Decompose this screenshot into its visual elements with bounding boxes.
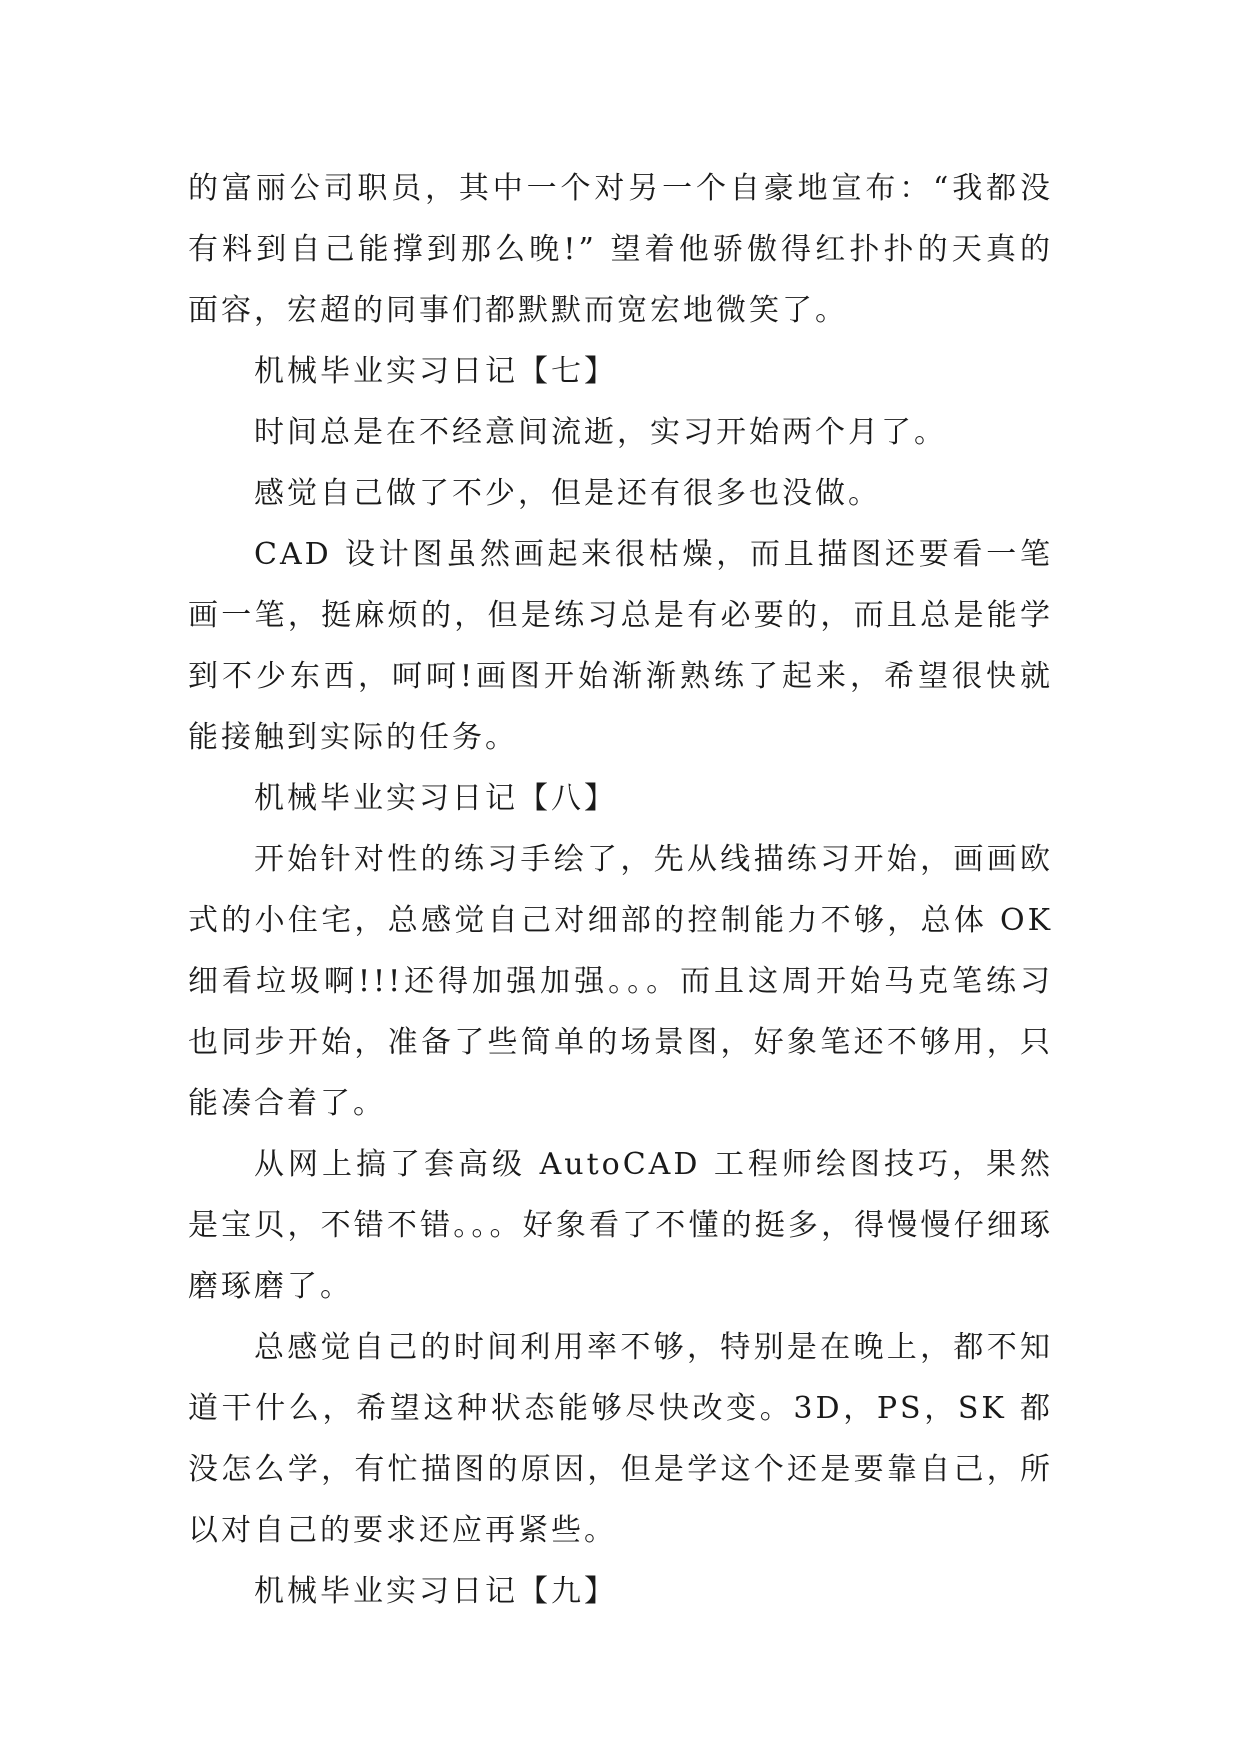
paragraph: 开始针对性的练习手绘了，先从线描练习开始，画画欧式的小住宅，总感觉自己对细部的控制能力不够，总体 OK 细看垃圾啊!!!还得加强加强。。。而且这周开始马克笔练习也同步开始，准备了些简单的场景图，好象笔还不够用，只能凑合着了。 bbox=[188, 842, 1053, 1121]
section-heading-7: 机械毕业实习日记【七】 bbox=[254, 354, 617, 389]
paragraph: 总感觉自己的时间利用率不够，特别是在晚上，都不知道干什么，希望这种状态能够尽快改变。3D，PS，SK 都没怎么学，有忙描图的原因，但是学这个还是要靠自己，所以对自己的要求还应再紧些。 bbox=[188, 1330, 1053, 1548]
paragraph: 从网上搞了套高级 AutoCAD 工程师绘图技巧，果然是宝贝，不错不错。。。好象看了不懂的挺多，得慢慢仔细琢磨琢磨了。 bbox=[188, 1147, 1053, 1304]
paragraph: 时间总是在不经意间流逝，实习开始两个月了。 bbox=[254, 415, 947, 450]
paragraph-continued: 的富丽公司职员，其中一个对另一个自豪地宣布：“我都没有料到自己能撑到那么晚!” 望着他骄傲得红扑扑的天真的面容，宏超的同事们都默默而宽宏地微笑了。 bbox=[188, 171, 1053, 328]
document-body bbox=[188, 158, 1053, 1622]
section-heading-8: 机械毕业实习日记【八】 bbox=[254, 781, 617, 816]
paragraph: 感觉自己做了不少，但是还有很多也没做。 bbox=[254, 476, 881, 511]
paragraph: CAD 设计图虽然画起来很枯燥，而且描图还要看一笔画一笔，挺麻烦的，但是练习总是有必要的，而且总是能学到不少东西，呵呵!画图开始渐渐熟练了起来，希望很快就能接触到实际的任务。 bbox=[188, 537, 1053, 755]
section-heading-9: 机械毕业实习日记【九】 bbox=[254, 1574, 617, 1609]
